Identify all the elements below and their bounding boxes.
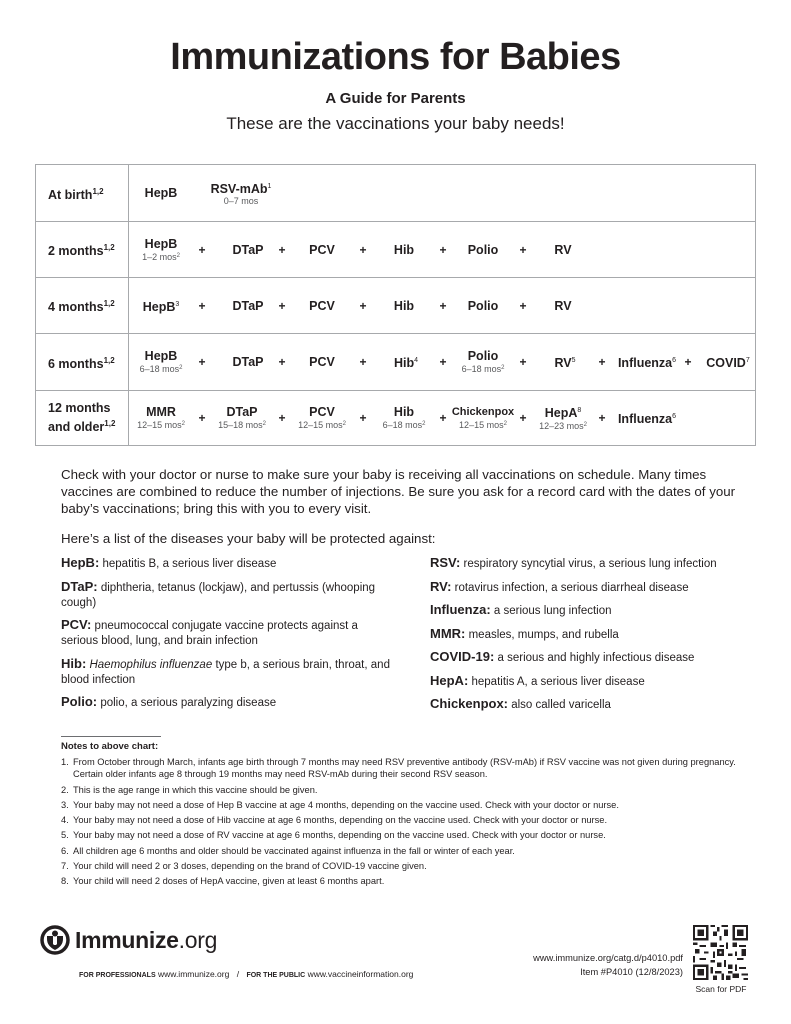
disease-item-hepa: HepA: hepatitis A, a serious liver disease	[430, 672, 645, 688]
plus-sign: +	[198, 355, 206, 369]
note-item: 7. Your child will need 2 or 3 doses, depending on the brand of COVID-19 vaccine given.	[61, 861, 427, 872]
page-subtitle: A Guide for Parents	[325, 90, 466, 107]
note-item: 1. From October through March, infants age birth through 7 months may need RSV preventive antibody (RSV-mAb) if RSV vaccine was not given during pregnancy. Certain older infants age 8 through 19 months may need RSV-mAb during their second RSV season.	[61, 757, 736, 780]
age-label: 6 months$^{1,2}$	[36, 334, 129, 390]
plus-sign: +	[439, 298, 447, 313]
vaccine-chickenpox: Chickenpox 12–15 mos$^2$	[451, 406, 515, 430]
disease-item-influenza: Influenza: a serious lung infection	[430, 602, 612, 617]
notes-divider	[61, 736, 161, 737]
age-label: 12 months and older$^{1,2}$	[36, 391, 129, 445]
plus-sign: +	[359, 242, 367, 257]
pdf-url-link[interactable]: www.immunize.org/catg.d/p4010.pdf	[533, 953, 683, 963]
vaccine-polio: Polio	[467, 298, 499, 313]
note-item: 5. Your baby may not need a dose of RV vaccine at age 6 months, depending on the vaccine used. Check with your doctor or nurse.	[61, 830, 606, 841]
plus-sign: +	[519, 355, 527, 369]
schedule-row-at-birth	[36, 165, 755, 221]
vaccine-pcv: PCV	[309, 298, 335, 313]
vaccine-hepb: HepB 1–2 mos$^2$	[142, 236, 180, 262]
plus-sign: +	[278, 355, 286, 369]
vaccine-pcv: PCV	[309, 242, 335, 257]
brand-name: Immunize.org	[75, 926, 218, 953]
disease-item-chickenpox: Chickenpox: also called varicella	[430, 696, 611, 711]
vaccine-influenza: Influenza$^6$	[617, 356, 677, 370]
disease-item-hib: Hib: Haemophilus influenzae type b, a serious brain, throat, and blood infection	[61, 655, 390, 686]
vaccine-pcv: PCV	[309, 355, 335, 369]
plus-sign: +	[359, 298, 367, 313]
page-tagline: These are the vaccinations your baby needs!	[226, 114, 565, 133]
schedule-row-4-months	[36, 277, 755, 333]
vaccine-mmr: MMR 12–15 mos$^2$	[137, 405, 185, 430]
plus-sign: +	[439, 242, 447, 257]
vaccine-covid: COVID$^7$	[706, 356, 750, 370]
plus-sign: +	[198, 242, 206, 257]
note-item: 4. Your baby may not need a dose of Hib vaccine at age 6 months, depending on the vaccine used. Check with your doctor or nurse.	[61, 815, 608, 826]
vaccine-hepb: HepB 6–18 mos$^2$	[139, 349, 183, 374]
notes-title: Notes to above chart:	[61, 741, 159, 752]
plus-sign: +	[598, 355, 606, 369]
vaccine-rv: RV	[554, 298, 572, 313]
plus-sign: +	[519, 298, 527, 313]
diseases-list-right	[430, 555, 770, 720]
qr-caption: Scan for PDF	[695, 984, 747, 994]
plus-sign: +	[684, 355, 692, 369]
vaccine-polio: Polio	[467, 242, 499, 257]
note-item: 3. Your baby may not need a dose of Hep B vaccine at age 4 months, depending on the vaccine used. Check with your doctor or nurse.	[61, 799, 619, 810]
vaccine-rv: RV	[554, 242, 572, 257]
vaccine-dtap: DTaP	[232, 242, 264, 257]
diseases-list-left	[61, 555, 391, 718]
disease-item-polio: Polio: polio, a serious paralyzing disease	[61, 694, 277, 709]
vaccine-influenza: Influenza$^6$	[617, 412, 677, 426]
plus-sign: +	[278, 411, 286, 425]
item-number: Item #P4010 (12/8/2023)	[580, 967, 683, 977]
note-item: 8. Your child will need 2 doses of HepA vaccine, given at least 6 months apart.	[61, 876, 385, 887]
disease-item-rsv: RSV: respiratory syncytial virus, a serious lung infection	[430, 555, 717, 570]
vaccine-pcv: PCV 12–15 mos$^2$	[298, 405, 346, 430]
vaccine-dtap: DTaP 15–18 mos$^2$	[218, 405, 266, 430]
plus-sign: +	[198, 411, 206, 425]
disease-item-pcv: PCV: pneumococcal conjugate vaccine protects against a serious blood, lung, and brain infection	[61, 617, 358, 647]
public-link[interactable]: www.vaccineinformation.org	[307, 969, 414, 979]
vaccine-hib: Hib	[393, 298, 415, 313]
vaccine-dtap: DTaP	[232, 355, 264, 369]
notes-list	[61, 756, 741, 891]
plus-sign: +	[598, 411, 606, 425]
age-label: At birth$^{1,2}$	[36, 165, 129, 221]
note-item: 6. All children age 6 months and older should be vaccinated against influenza in the fall or winter of each year.	[61, 845, 515, 856]
plus-sign: +	[278, 298, 286, 313]
diseases-heading: Here’s a list of the diseases your baby will be protected against:	[61, 531, 436, 546]
vaccine-schedule-table	[35, 164, 756, 446]
vaccine-hib: Hib$^4$	[393, 356, 419, 370]
immunize-logo-icon	[40, 925, 70, 955]
schedule-row-12-months	[36, 390, 755, 445]
vaccine-rv: $RV^5$	[554, 356, 576, 370]
disease-item-hepb: HepB: hepatitis B, a serious liver disease	[61, 555, 277, 570]
vaccine-dtap: DTaP	[232, 298, 264, 313]
disease-item-dtap: DTaP: diphtheria, tetanus (lockjaw), and pertussis (whooping cough)	[61, 578, 376, 609]
schedule-row-6-months	[36, 333, 755, 390]
vaccine-hepa: HepA$^8$ 12–23 mos$^2$	[539, 406, 587, 431]
disease-item-mmr: MMR: measles, mumps, and rubella	[430, 625, 619, 641]
plus-sign: +	[198, 298, 206, 313]
professionals-link[interactable]: www.immunize.org	[158, 969, 230, 979]
plus-sign: +	[439, 411, 447, 425]
age-label: 2 months$^{1,2}$	[36, 222, 129, 277]
plus-sign: +	[278, 242, 286, 257]
vaccine-hib: Hib 6–18 mos$^2$	[382, 405, 426, 430]
for-public-label: FOR THE PUBLIC	[246, 972, 306, 979]
for-professionals-label: FOR PROFESSIONALS	[79, 972, 156, 979]
plus-sign: +	[519, 411, 527, 425]
vaccine-hepb: HepB	[144, 186, 178, 200]
plus-sign: +	[359, 355, 367, 369]
note-item: 2. This is the age range in which this vaccine should be given.	[61, 784, 318, 795]
disease-item-covid19: COVID-19: a serious and highly infectious disease	[430, 649, 695, 664]
vaccine-rsv-mab: RSV-mAb$^1$ 0–7 mos	[210, 181, 272, 206]
intro-paragraph: Check with your doctor or nurse to make sure your baby is receiving all vaccinations on schedule. Many times vaccines are combined to reduce the number of injections. Be sure you ask for a record card with the dates of your baby’s vaccinations; bring this with you to every visit.	[61, 467, 736, 516]
plus-sign: +	[359, 411, 367, 425]
disease-item-rv: RV: rotavirus infection, a serious diarrheal disease	[430, 578, 689, 594]
plus-sign: +	[439, 355, 447, 369]
page-title: Immunizations for Babies	[170, 36, 621, 78]
footer-separator: /	[236, 969, 240, 979]
vaccine-hepb: HepB$^3$	[142, 299, 180, 314]
schedule-row-2-months	[36, 221, 755, 277]
plus-sign: +	[519, 242, 527, 257]
vaccine-polio: Polio 6–18 mos$^2$	[461, 349, 505, 374]
vaccine-hib: Hib	[393, 242, 415, 257]
qr-code-icon[interactable]	[693, 925, 748, 980]
footer-links	[79, 969, 413, 979]
immunize-logo[interactable]	[40, 925, 217, 955]
age-label: 4 months$^{1,2}$	[36, 278, 129, 333]
